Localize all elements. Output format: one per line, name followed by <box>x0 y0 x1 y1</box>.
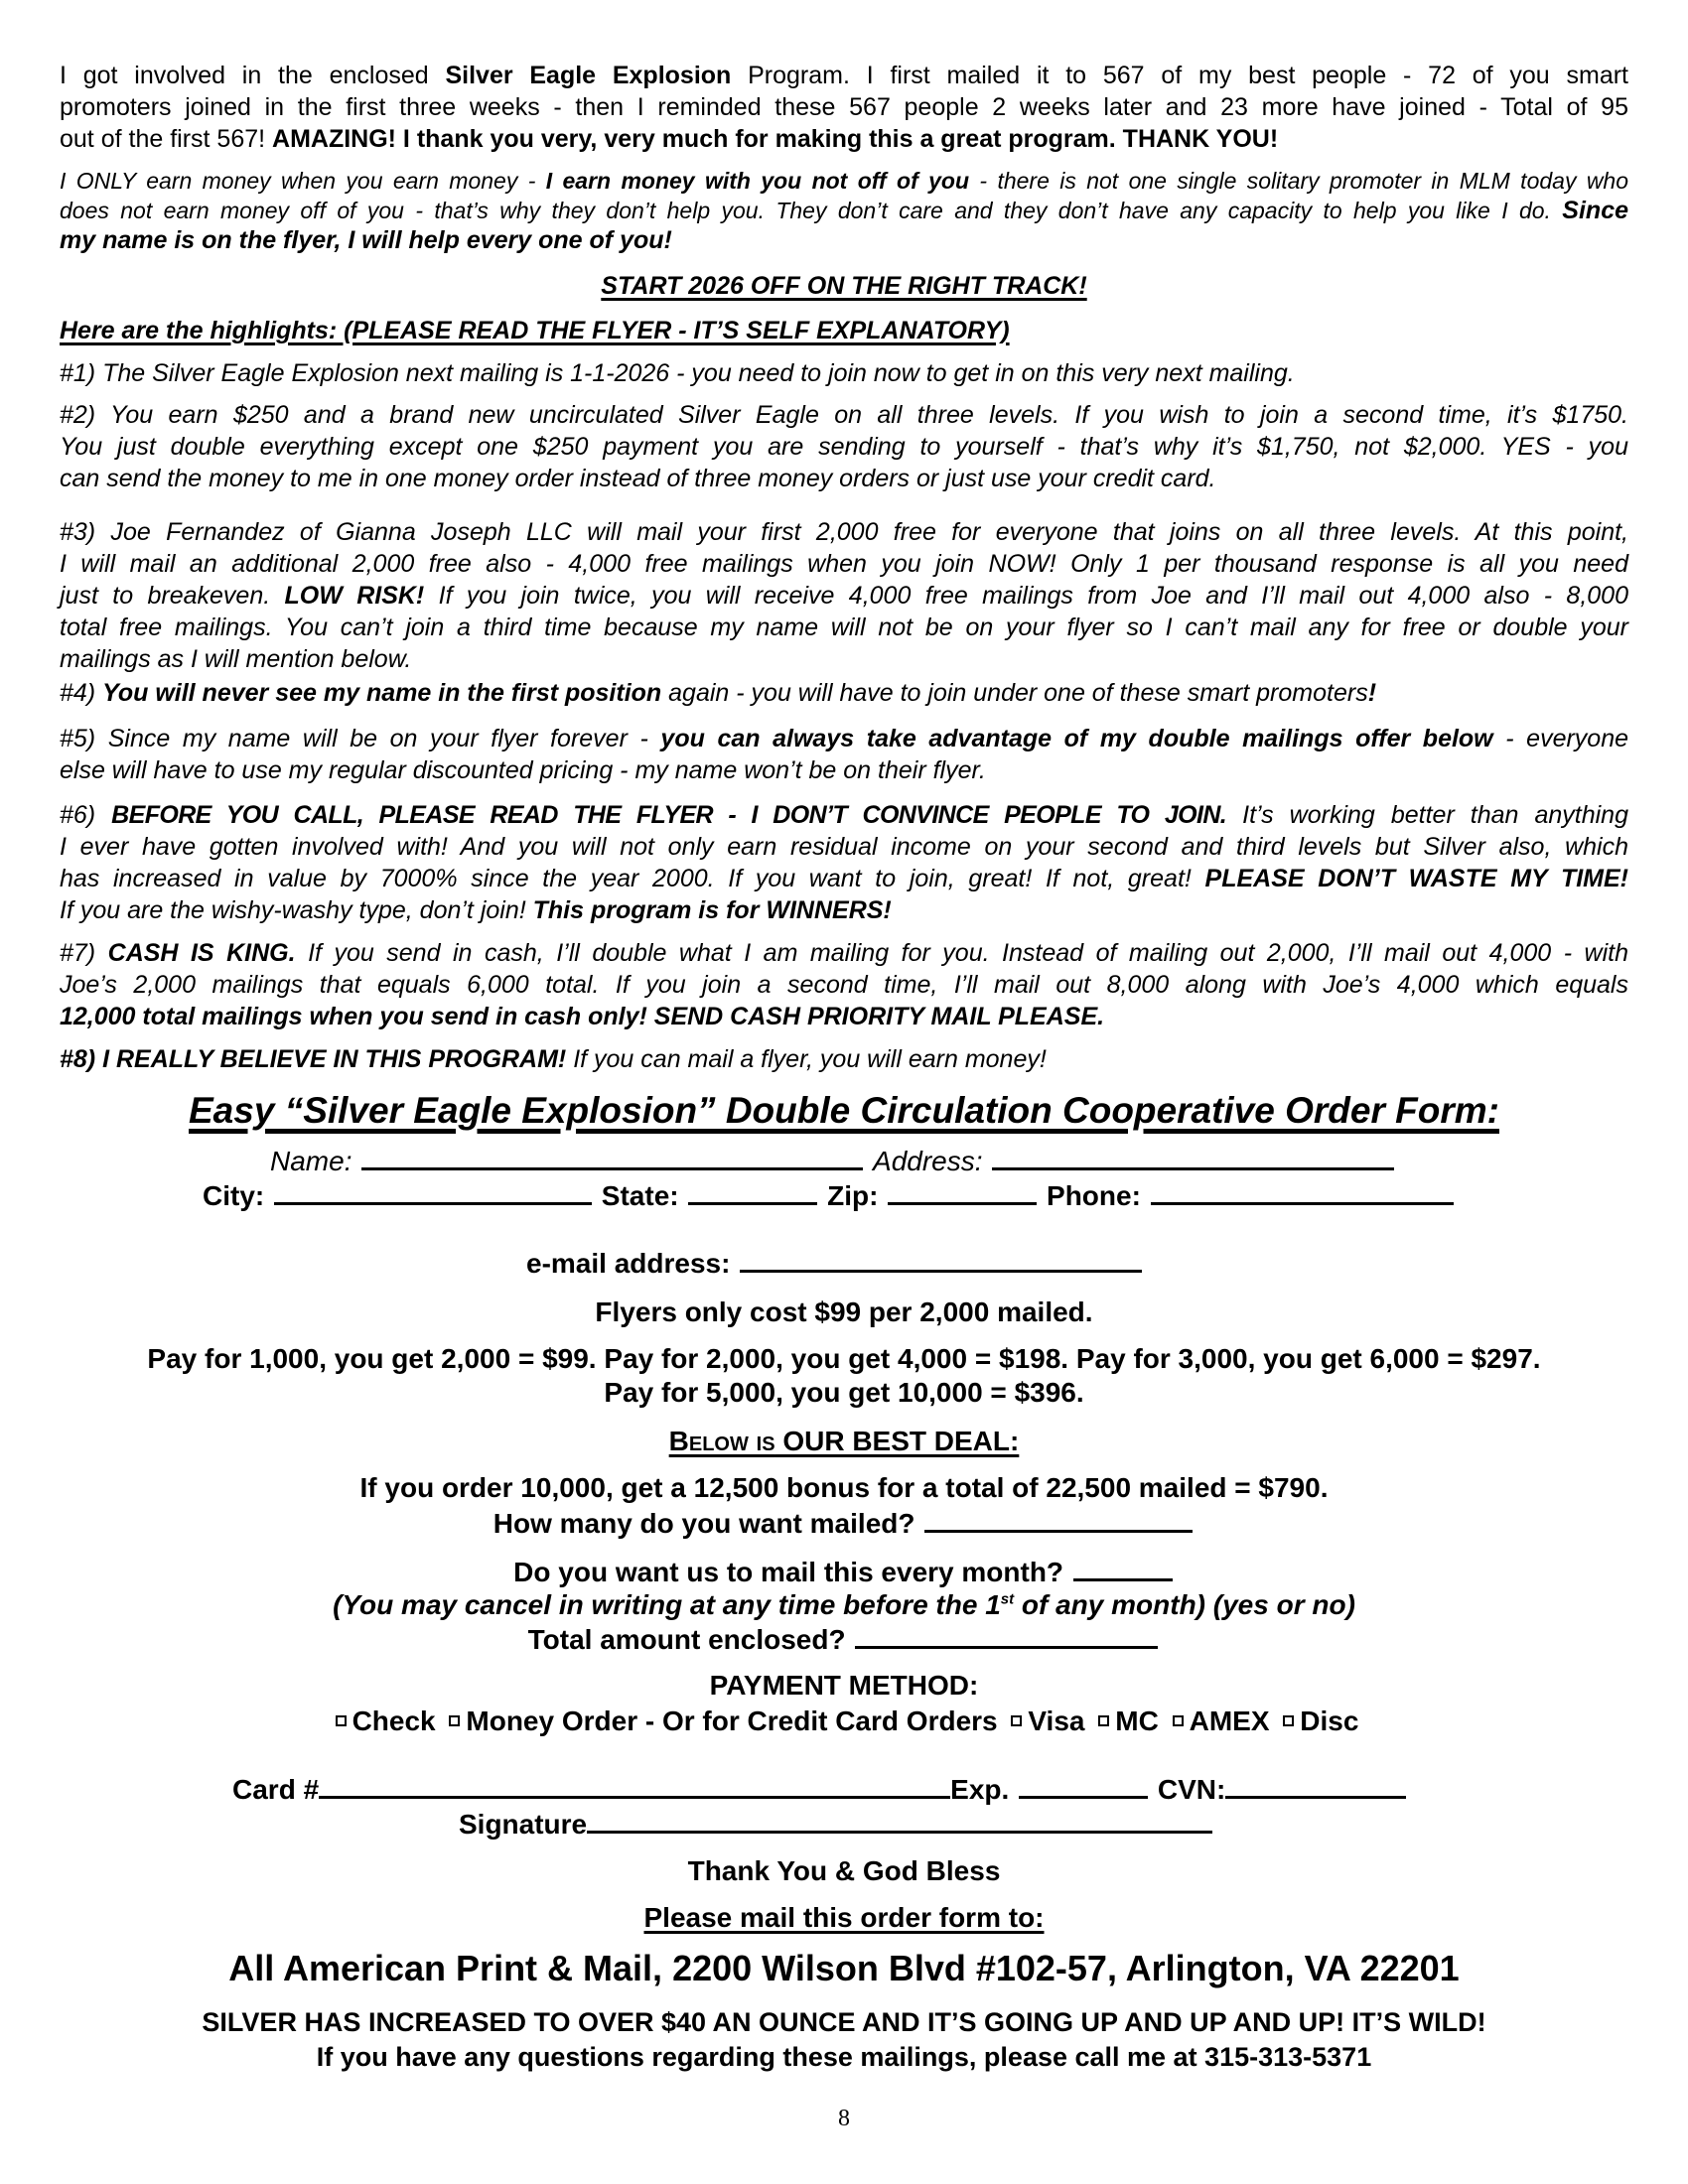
phone-label: Phone: <box>1047 1180 1141 1211</box>
best-deal-prefix: Below is <box>668 1426 775 1456</box>
item-3-line: #3) Joe Fernandez of Gianna Joseph LLC will mail your first 2,000 free for everyone that joins on all three levels. At this point, <box>60 518 1628 546</box>
low-risk-text: LOW RISK! <box>284 582 425 610</box>
item-3-line: mailings as I will mention below. <box>60 645 412 673</box>
cancel-note <box>0 1591 1688 1619</box>
zip-field[interactable] <box>888 1200 1037 1205</box>
address-label: Address: <box>873 1146 983 1176</box>
state-label: State: <box>601 1180 679 1211</box>
text: has increased in value by 7000% since the year 2000. If you want to join, great! If not, great! <box>60 865 1205 892</box>
signature-field[interactable] <box>587 1829 1212 1834</box>
text: Program. I first mailed it to 567 of my best people - 72 of you smart <box>731 62 1628 89</box>
emphasis: You will never see my name in the first position <box>102 679 662 707</box>
emphasis: #8) I REALLY BELIEVE IN THIS PROGRAM! <box>60 1045 567 1073</box>
name-field[interactable] <box>361 1165 863 1170</box>
monthly-field[interactable] <box>1073 1576 1173 1581</box>
checkbox-disc[interactable] <box>1283 1715 1294 1726</box>
option-visa: Visa <box>1028 1706 1085 1736</box>
phone-field[interactable] <box>1151 1200 1454 1205</box>
item-1: #1) The Silver Eagle Explosion next mailing is 1-1-2026 - you need to join now to get in on this very next mailing. <box>60 359 1295 387</box>
earn-line-2 <box>60 199 1628 223</box>
city-field[interactable] <box>274 1200 592 1205</box>
text: If you send in cash, I’ll double what I am mailing for you. Instead of mailing out 2,000, I’ll mail out 4,000 - with <box>295 939 1628 967</box>
city-state-zip-phone-row <box>203 1182 1456 1210</box>
payment-heading: PAYMENT METHOD: <box>709 1670 979 1701</box>
total-field[interactable] <box>855 1644 1158 1649</box>
emphasis: ! <box>1367 679 1377 707</box>
option-check: Check <box>352 1706 436 1736</box>
text: #7) <box>60 939 108 967</box>
text: If you join twice, you will receive 4,000 free mailings from Joe and I’ll mail out 4,000 also - 8,000 <box>424 582 1628 610</box>
signature-row <box>459 1811 1212 1839</box>
zip-label: Zip: <box>827 1180 879 1211</box>
text: (You may cancel in writing at any time before the 1 <box>333 1589 1001 1620</box>
monthly-row <box>0 1559 1688 1586</box>
email-field[interactable] <box>740 1268 1142 1273</box>
checkbox-visa[interactable] <box>1011 1715 1022 1726</box>
text: I ONLY earn money when you earn money - <box>60 168 546 194</box>
item-3-line <box>60 584 1628 609</box>
checkbox-check[interactable] <box>336 1715 347 1726</box>
card-number-field[interactable] <box>319 1794 950 1799</box>
emphasis: This program is for WINNERS! <box>532 896 892 924</box>
card-row <box>232 1776 1406 1804</box>
best-deal-heading <box>0 1428 1688 1455</box>
option-amex: AMEX <box>1189 1706 1270 1736</box>
text: If you are the wishy-washy type, don’t join! <box>60 896 533 924</box>
option-money-order: Money Order - Or for Credit Card Orders <box>466 1706 998 1736</box>
item-5-line: else will have to use my regular discounted pricing - my name won’t be on their flyer. <box>60 756 986 784</box>
name-label: Name: <box>270 1146 352 1176</box>
item-6-line <box>60 803 1628 828</box>
cvn-label: CVN: <box>1157 1774 1226 1805</box>
card-label: Card # <box>232 1774 320 1805</box>
emphasis: you can always take advantage of my double mailings offer below <box>660 725 1493 752</box>
text: - there is not one single solitary promoter in MLM today who <box>969 168 1629 194</box>
how-many-row <box>0 1510 1688 1538</box>
best-deal-offer: If you order 10,000, get a 12,500 bonus for a total of 22,500 mailed = $790. <box>359 1472 1329 1503</box>
state-field[interactable] <box>688 1200 817 1205</box>
cvn-field[interactable] <box>1225 1794 1406 1799</box>
item-3-line: total free mailings. You can’t join a third time because my name will not be on your flyer so I can’t mail any for free or double your <box>60 614 1628 641</box>
contact-line: If you have any questions regarding these mailings, please call me at 315-313-5371 <box>316 2042 1372 2072</box>
text: of any month) (yes or no) <box>1014 1589 1355 1620</box>
item-8 <box>60 1047 1628 1072</box>
intro-line-3 <box>60 127 1628 152</box>
text: - everyone <box>1492 725 1629 752</box>
emphasis: Since <box>1562 197 1628 224</box>
item-3-line: I will mail an additional 2,000 free also - 4,000 free mailings when you join NOW! Only 1 per thousand response is all you need <box>60 550 1628 578</box>
order-form-title: Easy “Silver Eagle Explosion” Double Circulation Cooperative Order Form: <box>189 1090 1499 1131</box>
total-label: Total amount enclosed? <box>527 1624 846 1655</box>
item-6-line <box>60 898 1628 923</box>
silver-note: SILVER HAS INCREASED TO OVER $40 AN OUNCE AND IT’S GOING UP AND UP AND UP! IT’S WILD! <box>202 2007 1486 2037</box>
text: If you can mail a flyer, you will earn money! <box>566 1045 1047 1073</box>
item-7-line <box>60 941 1628 966</box>
thanks: Thank You & God Bless <box>687 1855 1001 1886</box>
thank-you-text: AMAZING! I thank you very, very much for making this a great program. THANK YOU! <box>272 125 1279 153</box>
item-2-line: can send the money to me in one money order instead of three money orders or just use your credit card. <box>60 465 1216 492</box>
item-7-line: 12,000 total mailings when you send in cash only! SEND CASH PRIORITY MAIL PLEASE. <box>60 1003 1105 1030</box>
text: just to breakeven. <box>60 582 285 610</box>
city-label: City: <box>203 1180 265 1211</box>
name-address-row <box>270 1148 1396 1175</box>
item-2-line: #2) You earn $250 and a brand new uncirculated Silver Eagle on all three levels. If you wish to join a second time, it’s $1750. <box>60 401 1628 429</box>
email-label: e-mail address: <box>526 1248 731 1279</box>
mailing-address: All American Print & Mail, 2200 Wilson Blvd #102-57, Arlington, VA 22201 <box>228 1948 1460 1988</box>
option-mc: MC <box>1115 1706 1159 1736</box>
pricing-line-2: Pay for 5,000, you get 10,000 = $396. <box>604 1377 1084 1408</box>
monthly-label: Do you want us to mail this every month? <box>513 1557 1064 1587</box>
how-many-label: How many do you want mailed? <box>492 1508 915 1539</box>
mail-to-text: Please mail this order form to: <box>643 1902 1045 1933</box>
highlights-heading: Here are the highlights: (PLEASE READ THE FLYER - IT’S SELF EXPLANATORY) <box>60 317 1010 344</box>
checkbox-amex[interactable] <box>1173 1715 1184 1726</box>
earn-line-3: my name is on the flyer, I will help every one of you! <box>60 226 672 254</box>
best-deal-heading-text <box>669 1426 1020 1456</box>
item-6-line: I ever have gotten involved with! And you will not only earn residual income on your second and third levels but Silver also, which <box>60 833 1628 861</box>
pricing-line-1: Pay for 1,000, you get 2,000 = $99. Pay for 2,000, you get 4,000 = $198. Pay for 3,000, you get 6,000 = $297. <box>147 1343 1541 1374</box>
payment-options <box>0 1707 1688 1735</box>
exp-label: Exp. <box>950 1774 1010 1805</box>
exp-field[interactable] <box>1019 1794 1148 1799</box>
text: It’s working better than anything <box>1226 801 1628 829</box>
item-4 <box>60 681 1628 706</box>
text: does not earn money off of you - that’s why they don’t help you. They don’t care and they don’t have any capacity to help you like I do. <box>60 198 1563 223</box>
emphasis: CASH IS KING. <box>107 939 296 967</box>
item-5-line <box>60 727 1628 751</box>
text: out of the first 567! <box>60 125 273 153</box>
how-many-field[interactable] <box>924 1528 1193 1533</box>
emphasis: BEFORE YOU CALL, PLEASE READ THE FLYER - I DON’T CONVINCE PEOPLE TO JOIN. <box>111 801 1227 829</box>
text: #5) Since my name will be on your flyer forever - <box>60 725 661 752</box>
program-name: Silver Eagle Explosion <box>445 62 732 89</box>
headline: START 2026 OFF ON THE RIGHT TRACK! <box>601 272 1087 300</box>
checkbox-money-order[interactable] <box>449 1715 460 1726</box>
text: #6) <box>60 801 112 829</box>
mail-to-heading <box>0 1904 1688 1932</box>
item-6-line <box>60 867 1628 891</box>
address-field[interactable] <box>992 1165 1394 1170</box>
item-7-line: Joe’s 2,000 mailings that equals 6,000 total. If you join a second time, I’ll mail out 8,000 along with Joe’s 4,000 which equals <box>60 971 1628 999</box>
text: #4) <box>60 679 103 707</box>
checkbox-mc[interactable] <box>1098 1715 1109 1726</box>
text: I got involved in the enclosed <box>60 62 446 89</box>
option-disc: Disc <box>1300 1706 1359 1736</box>
earn-line-1 <box>60 170 1628 193</box>
emphasis: I earn money with you not off of you <box>545 168 970 194</box>
superscript: st <box>1000 1590 1015 1608</box>
signature-label: Signature <box>459 1809 588 1840</box>
intro-line-2: promoters joined in the first three weeks - then I reminded these 567 people 2 weeks later and 23 more have joined - Total of 95 <box>60 93 1628 121</box>
text: again - you will have to join under one of these smart promoters <box>661 679 1368 707</box>
emphasis: PLEASE DON’T WASTE MY TIME! <box>1204 865 1629 892</box>
best-deal-suffix: OUR BEST DEAL: <box>774 1426 1020 1456</box>
email-row <box>526 1250 1144 1278</box>
page-number: 8 <box>838 2106 850 2131</box>
intro-line-1 <box>60 64 1628 88</box>
total-row <box>0 1626 1688 1654</box>
item-2-line: You just double everything except one $250 payment you are sending to yourself - that’s why it’s $1,750, not $2,000. YES - you <box>60 433 1628 461</box>
flyers-cost: Flyers only cost $99 per 2,000 mailed. <box>595 1297 1093 1327</box>
